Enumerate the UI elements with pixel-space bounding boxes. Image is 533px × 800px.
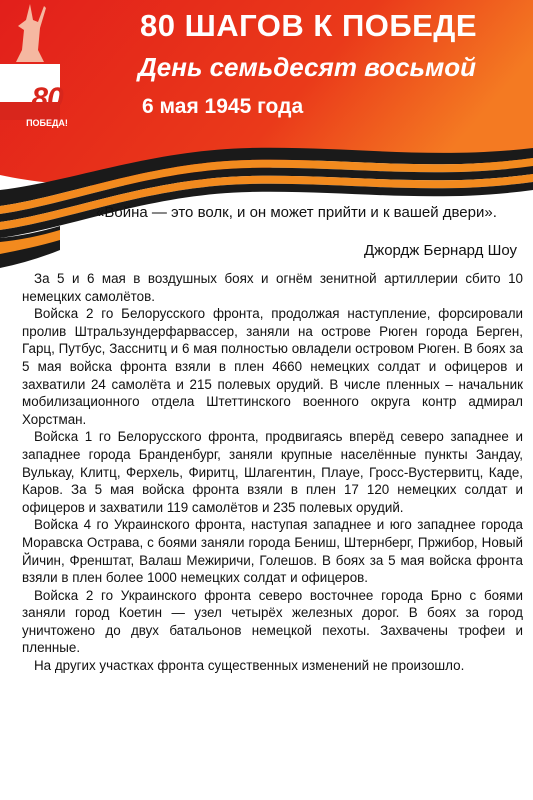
logo-text: ПОБЕДА!: [26, 118, 68, 128]
article-body: [22, 270, 523, 675]
page-date: 6 мая 1945 года: [142, 95, 304, 118]
paragraph: Войска 2 го Белорусского фронта, продолжая наступление, форсировали пролив Штральзундерфарвассер, заняли на острове Рюген города Берген, Гарц, Путбус, Засснитц и 6 мая полностью овладели островом Рюген. В боях за 5 мая войска фронта взяли в плен 4660 немецких солдат и офицеров и захватили 24 самолёта и 215 полевых орудий. В числе пленных – начальник мобилизационного отдела Штеттинского военного округа контр адмирал Хорстман.: [22, 306, 523, 427]
epigraph-quote: «Война — это волк, и он может прийти и к вашей двери».: [96, 204, 497, 221]
epigraph-author: Джордж Бернард Шоу: [364, 242, 517, 259]
page-subtitle: День семьдесят восьмой: [138, 52, 476, 82]
logo-number: 80: [31, 82, 63, 115]
paragraph: За 5 и 6 мая в воздушных боях и огнём зенитной артиллерии сбито 10 немецких самолётов.: [22, 271, 523, 304]
paragraph: Войска 2 го Украинского фронта северо восточнее города Брно с боями заняли город Коетин — узел четырёх железных дорог. В боях за город уничтожено до двух батальонов немецкой пехоты. Захвачены трофеи и пленные.: [22, 587, 523, 656]
header-banner: [0, 0, 533, 280]
page-title: 80 ШАГОВ К ПОБЕДЕ: [140, 8, 478, 43]
paragraph: Войска 1 го Белорусского фронта, продвигаясь вперёд северо западнее и западнее города Бранденбург, заняли крупные населённые пункты Зандау, Вулькау, Клитц, Ферхель, Фиритц, Шлагентин, Плауе, Гросс-Вустервитц, Каде, Каров. За 5 мая войска фронта взяли в плен 17 120 немецких солдат и офицеров и захватили 119 самолётов и 235 полевых орудий.: [22, 429, 523, 515]
paragraph: На других участках фронта существенных изменений не произошло.: [34, 658, 465, 674]
paragraph: Войска 4 го Украинского фронта, наступая западнее и юго западнее города Моравска Острава, с боями заняли города Бениш, Штернберг, Пржибор, Новый Йичин, Френштат, Валаш Межиричи, Голешов. В боях за 5 мая войска фронта взяли в плен более 1000 немецких солдат и офицеров.: [22, 517, 523, 586]
